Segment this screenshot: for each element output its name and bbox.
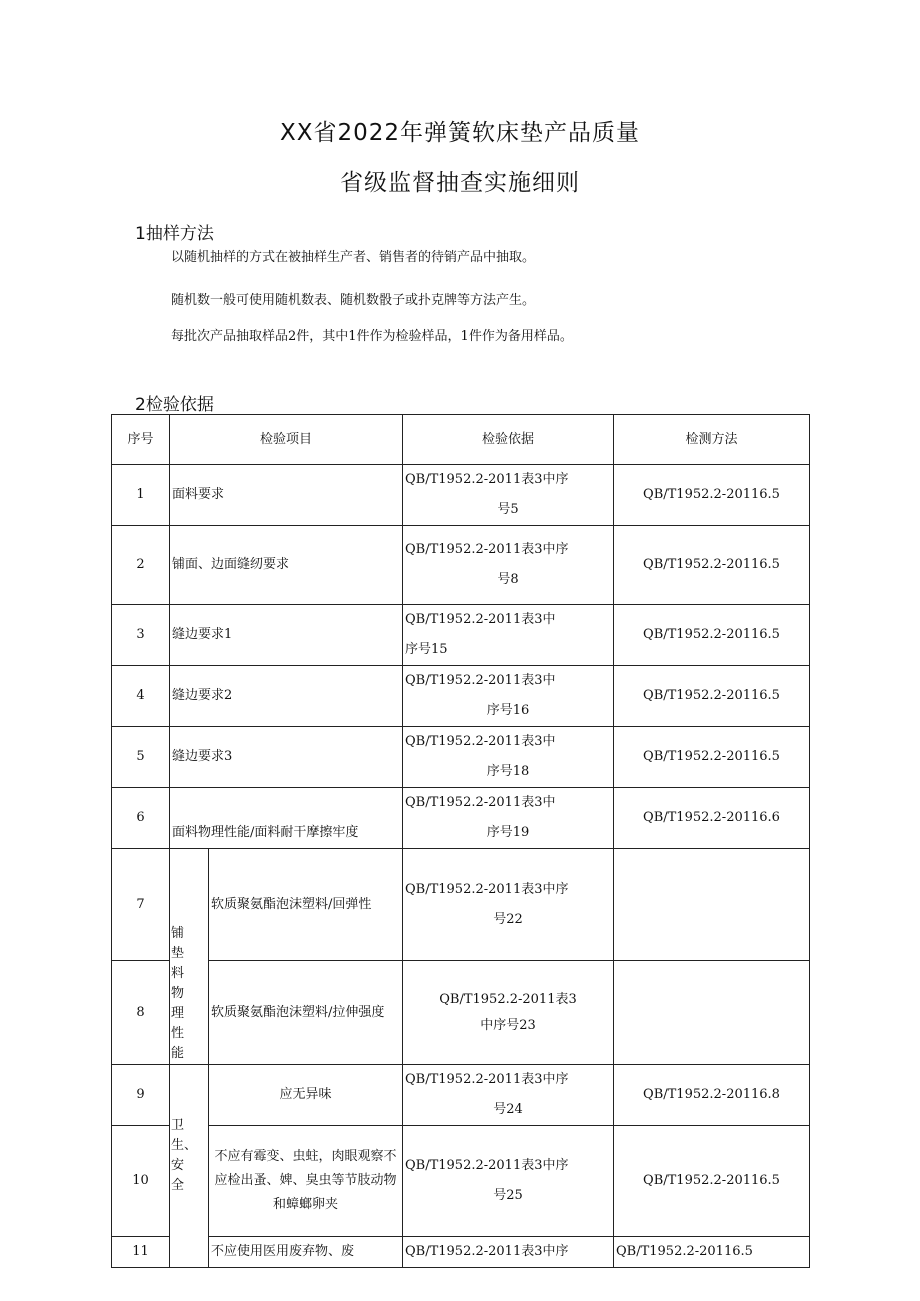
group-pad-label: 铺垫料物理性能	[171, 926, 185, 1061]
table-row	[112, 849, 810, 961]
row-item: 铺面、边面缝纫要求	[170, 526, 403, 605]
row-item: 缝边要求3	[170, 727, 403, 788]
row-no: 2	[112, 526, 170, 605]
row-basis	[403, 526, 614, 605]
row-no: 1	[112, 465, 170, 526]
basis-line-a: QB/T1952.2-2011表3中	[405, 795, 556, 810]
row-basis	[403, 465, 614, 526]
basis-line-a: QB/T1952.2-2011表3中序	[405, 1158, 569, 1173]
row-basis	[403, 961, 614, 1065]
header-basis: 检验依据	[403, 415, 614, 465]
basis-line-a: QB/T1952.2-2011表3中序	[405, 881, 569, 897]
row-no: 10	[112, 1126, 170, 1237]
row-item: 面料物理性能/面料耐干摩擦牢度	[170, 788, 403, 849]
row-item: 缝边要求2	[170, 666, 403, 727]
row-basis	[403, 605, 614, 666]
table-row	[112, 727, 810, 788]
row-method: QB/T1952.2-20116.6	[614, 788, 810, 849]
row-method: QB/T1952.2-20116.5	[614, 605, 810, 666]
table-row	[112, 961, 810, 1065]
row-no: 6	[112, 788, 170, 849]
row-basis: QB/T1952.2-2011表3中序	[403, 1237, 614, 1268]
row-method: QB/T1952.2-20116.5	[614, 1237, 810, 1268]
basis-line-b: 序号15	[405, 642, 448, 657]
row-no: 7	[112, 849, 170, 961]
row-item: 软质聚氨酯泡沫塑料/拉伸强度	[209, 961, 403, 1065]
basis-line-a: QB/T1952.2-2011表3中序	[405, 1072, 569, 1087]
row-method	[614, 849, 810, 961]
header-item: 检验项目	[170, 415, 403, 465]
row-item: 不应使用医用废弃物、废	[209, 1237, 403, 1268]
header-no: 序号	[112, 415, 170, 465]
basis-line-b: 中序号23	[480, 1017, 536, 1033]
row-no: 3	[112, 605, 170, 666]
basis-line-a: QB/T1952.2-2011表3中序	[405, 542, 569, 557]
table-header-row	[112, 415, 810, 465]
section-heading-basis: 2检验依据	[135, 395, 214, 415]
row-no: 5	[112, 727, 170, 788]
inspection-table	[111, 414, 810, 1268]
basis-line-a: QB/T1952.2-2011表3中	[405, 612, 556, 627]
row-basis	[403, 849, 614, 961]
basis-line-b: 号5	[497, 502, 519, 517]
paragraph-2: 随机数一般可使用随机数表、随机数骰子或扑克牌等方法产生。	[171, 293, 536, 308]
row-method: QB/T1952.2-20116.5	[614, 1126, 810, 1237]
table-row	[112, 1237, 810, 1268]
basis-line-a: QB/T1952.2-2011表3中	[405, 673, 556, 688]
basis-line-b: 号8	[497, 572, 519, 587]
basis-line-b: 号24	[493, 1102, 523, 1117]
row-method: QB/T1952.2-20116.5	[614, 526, 810, 605]
row-basis	[403, 666, 614, 727]
basis-line-b: 序号19	[486, 825, 530, 840]
row-method	[614, 961, 810, 1065]
table-row	[112, 788, 810, 849]
basis-line-a: QB/T1952.2-2011表3	[439, 991, 577, 1007]
row-basis	[403, 1126, 614, 1237]
row-basis	[403, 1065, 614, 1126]
table-row	[112, 1065, 810, 1126]
basis-line-b: 序号18	[486, 764, 530, 779]
row-item: 面料要求	[170, 465, 403, 526]
row-no: 8	[112, 961, 170, 1065]
row-method: QB/T1952.2-20116.5	[614, 666, 810, 727]
basis-line-a: QB/T1952.2-2011表3中	[405, 734, 556, 749]
group-hygiene-safety	[170, 1065, 209, 1268]
table-row	[112, 526, 810, 605]
doc-title-line1: XX省2022年弹簧软床垫产品质量	[279, 120, 641, 146]
row-item: 不应有霉变、虫蛀，肉眼观察不应检出蚤、婢、臭虫等节肢动物和蟑螂卵夹	[209, 1126, 403, 1237]
row-basis	[403, 727, 614, 788]
group-hygiene-label: 卫生、安全	[171, 1118, 198, 1193]
header-method: 检测方法	[614, 415, 810, 465]
row-item: 软质聚氨酯泡沫塑料/回弹性	[209, 849, 403, 961]
basis-line-b: 号25	[493, 1188, 523, 1203]
table-row	[112, 605, 810, 666]
paragraph-1: 以随机抽样的方式在被抽样生产者、销售者的待销产品中抽取。	[171, 250, 536, 265]
row-no: 11	[112, 1237, 170, 1268]
table-row	[112, 1126, 810, 1237]
paragraph-3: 每批次产品抽取样品2件，其中1件作为检验样品，1件作为备用样品。	[171, 329, 573, 344]
row-method: QB/T1952.2-20116.5	[614, 465, 810, 526]
row-item: 应无异味	[209, 1065, 403, 1126]
basis-line-a: QB/T1952.2-2011表3中序	[405, 472, 569, 487]
doc-title-line2: 省级监督抽查实施细则	[340, 170, 580, 196]
row-method: QB/T1952.2-20116.8	[614, 1065, 810, 1126]
row-no: 4	[112, 666, 170, 727]
row-no: 9	[112, 1065, 170, 1126]
group-pad-material	[170, 849, 209, 1065]
table-row	[112, 666, 810, 727]
row-method: QB/T1952.2-20116.5	[614, 727, 810, 788]
table-row	[112, 465, 810, 526]
row-basis	[403, 788, 614, 849]
basis-line-b: 号22	[493, 911, 523, 927]
basis-line-b: 序号16	[486, 703, 530, 718]
section-heading-sampling: 1抽样方法	[135, 224, 214, 244]
row-item: 缝边要求1	[170, 605, 403, 666]
